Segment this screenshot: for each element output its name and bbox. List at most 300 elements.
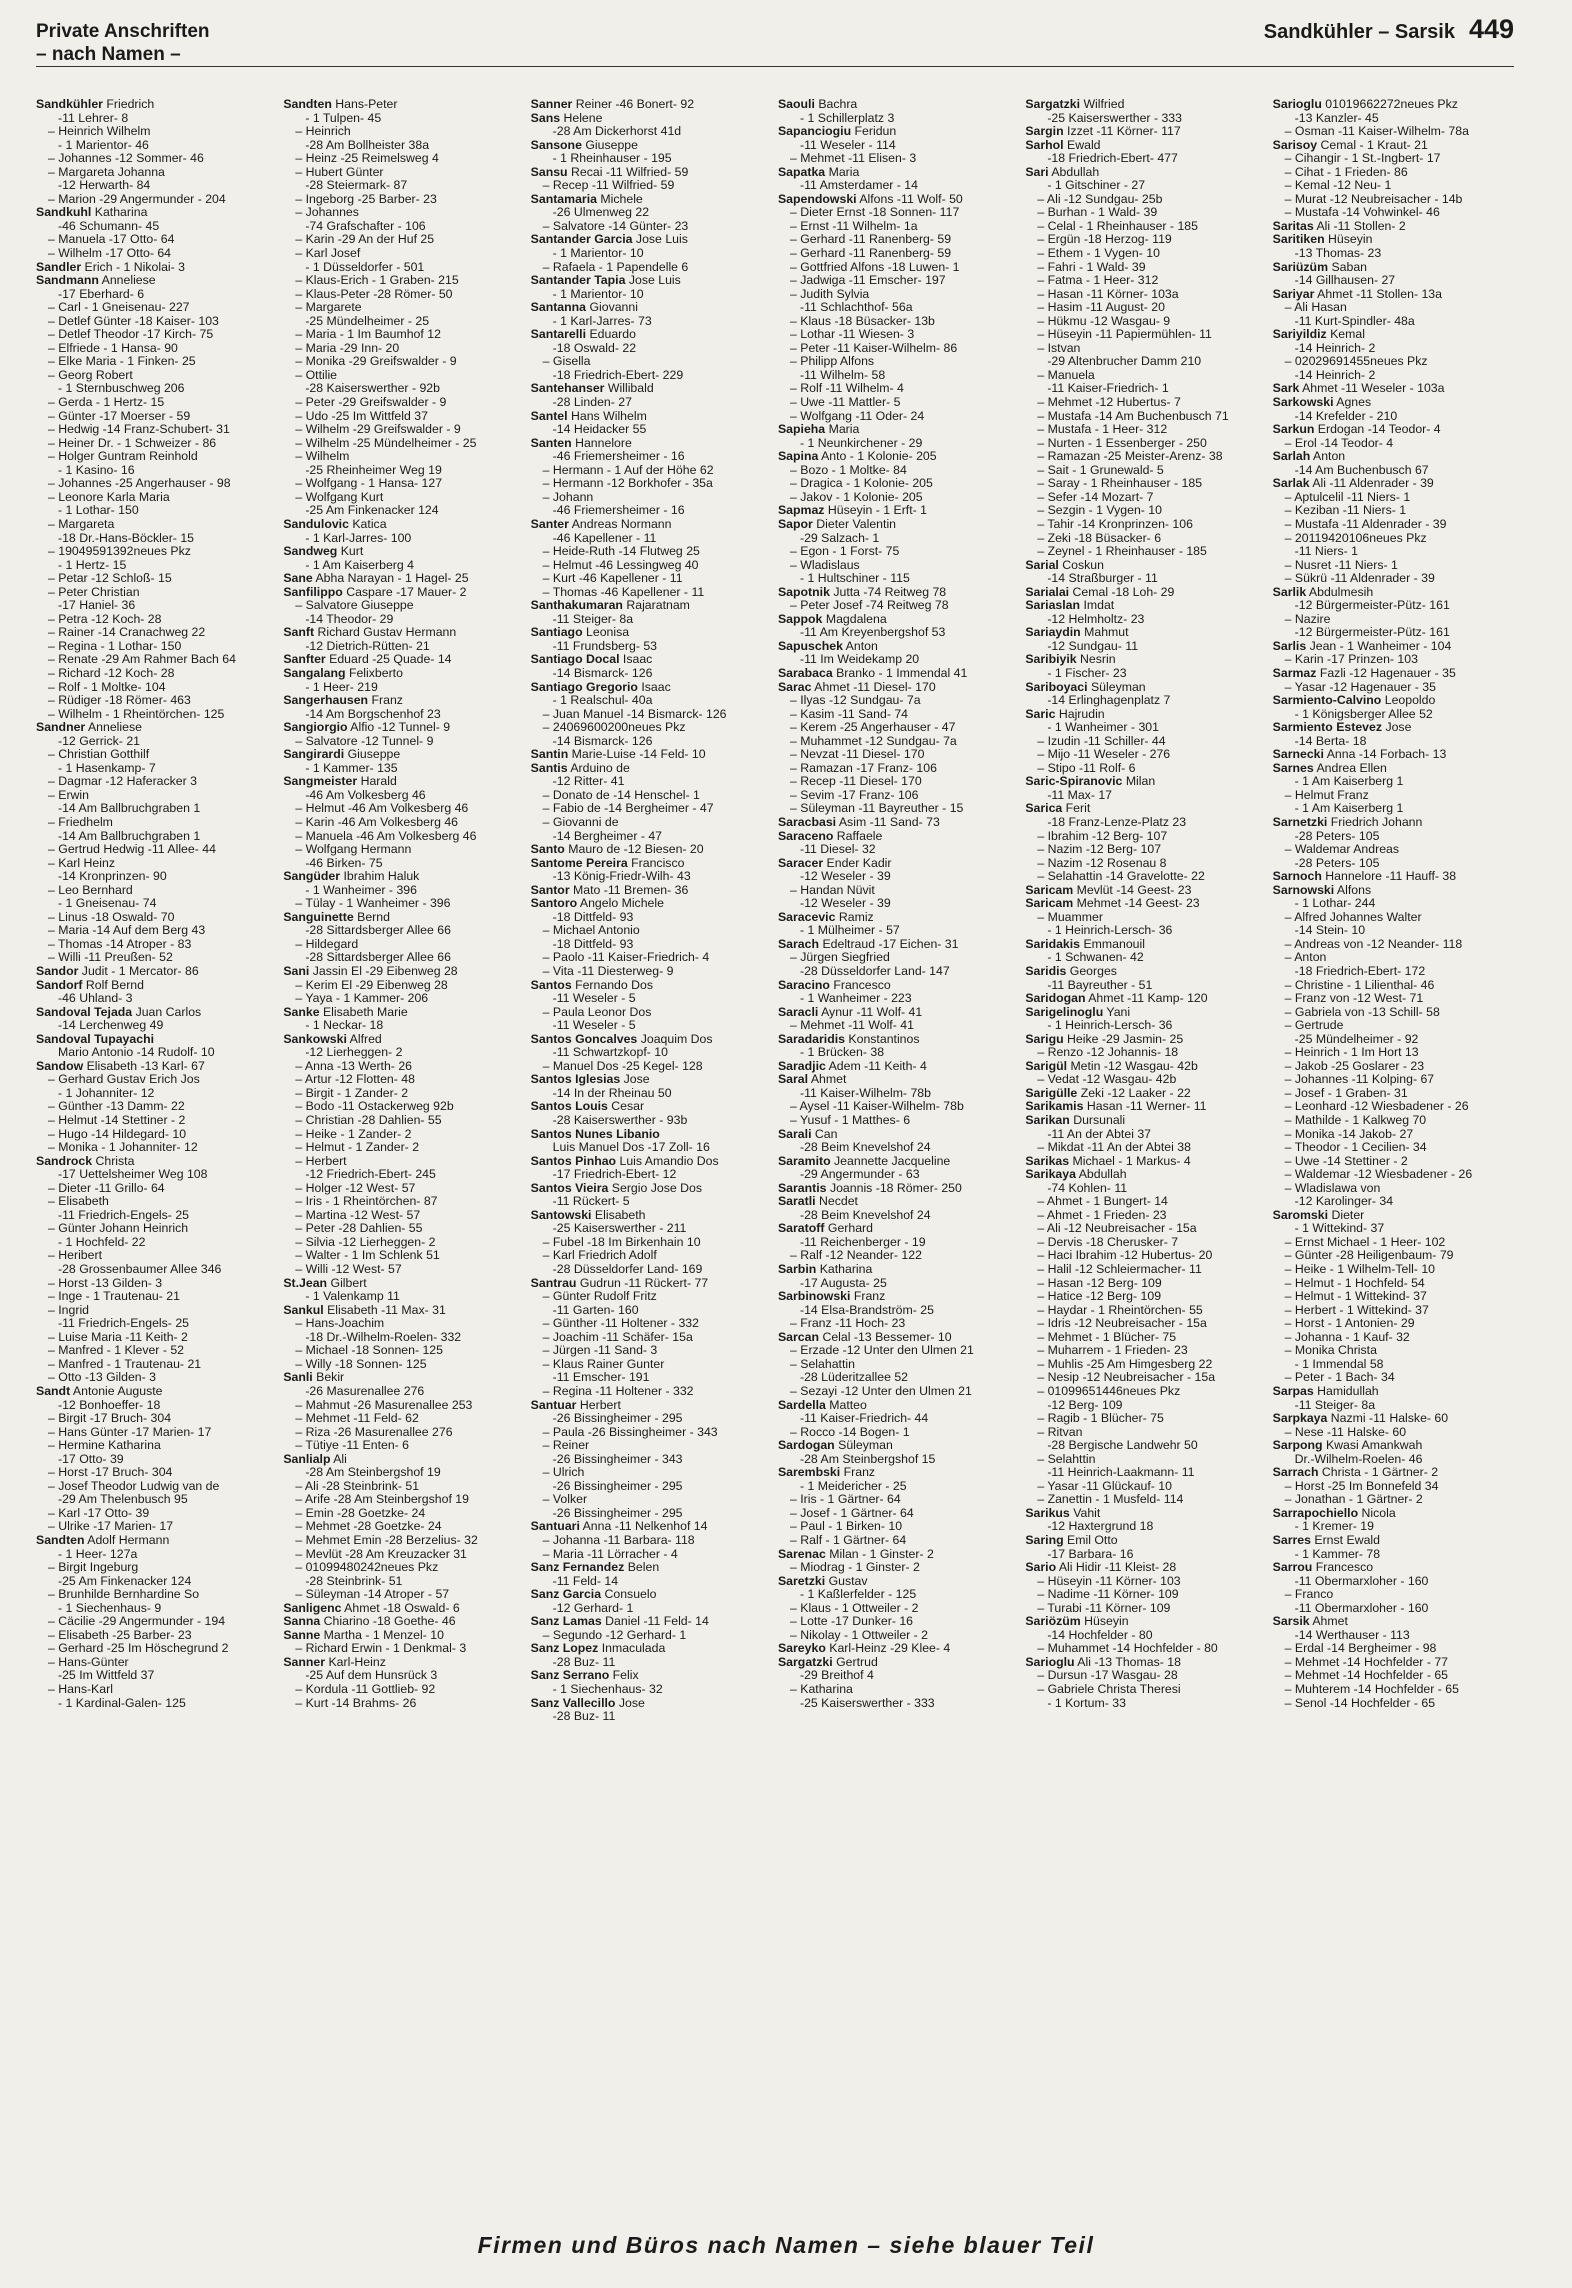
surname: Sanli [283, 1370, 313, 1385]
entry-text: – Mahmut -26 Masurenallee 253 [295, 1397, 473, 1412]
directory-entry-head [778, 1290, 1019, 1304]
directory-entry-line [36, 1480, 277, 1494]
entry-text: – Paula Leonor Dos [542, 1004, 652, 1019]
directory-entry-line [778, 1453, 1019, 1467]
surname: Sarabaca [777, 665, 833, 680]
directory-entry-line [283, 491, 524, 505]
surname: Sarnetzki [1272, 814, 1328, 829]
entry-text: – Dagmar -12 Haferacker 3 [48, 774, 197, 789]
directory-column-5 [1025, 98, 1266, 2208]
directory-entry-line [531, 775, 772, 789]
surname: Sarnes [1272, 760, 1314, 775]
entry-text: Milan - 1 Ginster- 2 [829, 1546, 934, 1561]
directory-entry-head [531, 1155, 772, 1169]
entry-text: Ferit [1065, 801, 1091, 816]
entry-text: – Johannes -25 Angerhauser - 98 [48, 476, 231, 491]
directory-entry-line [36, 1209, 277, 1223]
entry-text: -13 König-Friedr-Wilh- 43 [552, 869, 691, 884]
surname: Saracer [777, 855, 824, 870]
entry-text: – Ulrike -17 Marien- 17 [48, 1519, 174, 1534]
directory-entry-head [778, 423, 1019, 437]
directory-entry-line [1273, 112, 1514, 126]
surname: Sarikas [1025, 1153, 1070, 1168]
entry-text: - 1 Johanniter- 12 [58, 1085, 155, 1100]
directory-entry-head [1273, 261, 1514, 275]
entry-text: – Günter -17 Moerser - 59 [48, 408, 191, 423]
entry-text: Christa - 1 Gärtner- 2 [1321, 1465, 1439, 1480]
entry-text: – Ottilie [295, 367, 338, 382]
entry-text: Eduardo [589, 327, 636, 342]
entry-text: - 1 Brücken- 38 [799, 1045, 885, 1060]
directory-entry-line [1273, 613, 1514, 627]
directory-entry-line [1025, 450, 1266, 464]
entry-text: -28 Sittardsberger Allee 66 [305, 950, 451, 965]
entry-text: – Heinrich Wilhelm [48, 124, 151, 139]
directory-entry-line [778, 1493, 1019, 1507]
directory-entry-line [531, 1466, 772, 1480]
directory-entry-line [36, 857, 277, 871]
surname: Sandoval Tejada [36, 1004, 133, 1019]
directory-entry-line [531, 911, 772, 925]
entry-text: – Sefer -14 Mozart- 7 [1037, 489, 1154, 504]
surname: Sandkühler [36, 98, 103, 111]
directory-entry-line [1273, 1588, 1514, 1602]
entry-text: – Selahattin [789, 1356, 855, 1371]
entry-text: -46 Friemersheimer - 16 [552, 449, 685, 464]
surname: Sariözüm [1025, 1614, 1081, 1629]
directory-entry-line [36, 992, 277, 1006]
directory-entry-line [778, 410, 1019, 424]
directory-entry-head [283, 1277, 524, 1291]
surname: Saouli [777, 98, 815, 111]
directory-entry-line [1025, 911, 1266, 925]
entry-text: – Nusret -11 Niers- 1 [1284, 557, 1398, 572]
directory-entry-line [36, 1399, 277, 1413]
directory-entry-head [36, 206, 277, 220]
entry-text: – Izudin -11 Schiller- 44 [1037, 733, 1166, 748]
directory-entry-head [283, 775, 524, 789]
surname: Saratoff [777, 1221, 825, 1236]
directory-entry-line [1025, 694, 1266, 708]
directory-entry-line [36, 1548, 277, 1562]
directory-entry-line [36, 1602, 277, 1616]
entry-text: Felix [612, 1668, 639, 1683]
directory-entry-line [531, 1534, 772, 1548]
entry-text: – Süleyman -11 Bayreuther - 15 [789, 801, 964, 816]
entry-text: Reiner -46 Bonert- 92 [575, 98, 695, 111]
surname: Santo [530, 842, 565, 857]
surname: Saribiyik [1025, 652, 1077, 667]
entry-text: Metin -12 Wasgau- 42b [1070, 1058, 1198, 1073]
entry-text: -14 Straßburger - 11 [1047, 571, 1158, 586]
entry-text: Juan Carlos [135, 1004, 202, 1019]
directory-entry-line [1273, 545, 1514, 559]
directory-entry-line [283, 816, 524, 830]
directory-entry-line [1273, 1128, 1514, 1142]
entry-text: - 1 Heinrich-Lersch- 36 [1047, 923, 1173, 938]
directory-entry-head [36, 979, 277, 993]
directory-entry-line [36, 1195, 277, 1209]
directory-entry-head [1025, 559, 1266, 573]
directory-entry-line [531, 125, 772, 139]
entry-text: – Wilhelm -29 Greifswalder - 9 [295, 422, 461, 437]
directory-entry-line [36, 410, 277, 424]
directory-entry-head [1273, 220, 1514, 234]
directory-entry-line [36, 518, 277, 532]
entry-text: – Kemal -12 Neu- 1 [1284, 178, 1392, 193]
surname: Sarkun [1272, 422, 1315, 437]
directory-entry-line [283, 233, 524, 247]
entry-text: Ali -13 Thomas- 18 [1077, 1654, 1181, 1669]
directory-entry-head [1025, 1534, 1266, 1548]
entry-text: – Gerhard -11 Ranenberg- 59 [789, 232, 952, 247]
directory-entry-line [283, 152, 524, 166]
entry-text: – Mehmet -28 Goetzke- 24 [295, 1519, 442, 1534]
entry-text: – Handan Nüvit [789, 882, 875, 897]
surname: Santin [530, 747, 569, 762]
directory-entry-line [283, 681, 524, 695]
directory-entry-line [531, 396, 772, 410]
directory-entry-head [778, 640, 1019, 654]
surname: Sarikamis [1025, 1099, 1084, 1114]
directory-entry-head [36, 721, 277, 735]
entry-text: – Iris - 1 Gärtner- 64 [789, 1492, 901, 1507]
directory-entry-line [36, 694, 277, 708]
surname: Sarmiento Estevez [1272, 720, 1383, 735]
entry-text: -11 Schwartzkopf- 10 [552, 1045, 668, 1060]
entry-text: -17 Eberhard- 6 [58, 286, 145, 301]
entry-text: – Mathilde - 1 Kalkweg 70 [1284, 1113, 1427, 1128]
directory-entry-head [283, 1629, 524, 1643]
entry-text: - 1 Am Kaiserberg 1 [1294, 774, 1404, 789]
directory-entry-line [1273, 274, 1514, 288]
entry-text: - 1 Kremer- 19 [1294, 1519, 1374, 1534]
directory-entry-line [778, 1371, 1019, 1385]
entry-text: – Bozo - 1 Moltke- 84 [789, 462, 907, 477]
entry-text: – Mehmet -11 Feld- 62 [295, 1411, 419, 1426]
directory-entry-line [283, 735, 524, 749]
entry-text: – Monika Christa [1284, 1343, 1377, 1358]
entry-text: – Heribert [48, 1248, 102, 1263]
surname: Saridogan [1025, 991, 1086, 1006]
entry-text: – Renate -29 Am Rahmer Bach 64 [48, 652, 236, 667]
entry-text: Mato -11 Bremen- 36 [573, 882, 689, 897]
directory-entry-head [36, 1534, 277, 1548]
directory-entry-line [283, 437, 524, 451]
entry-text: Vahit [1073, 1505, 1101, 1520]
directory-entry-line [778, 965, 1019, 979]
entry-text: – Kordula -11 Gottlieb- 92 [295, 1681, 436, 1696]
entry-text: Maria [828, 422, 860, 437]
directory-entry-head [778, 1195, 1019, 1209]
directory-entry-line [1025, 721, 1266, 735]
entry-text: Giovanni [589, 300, 638, 315]
entry-text: – Yasar -11 Glückauf- 10 [1037, 1478, 1172, 1493]
directory-entry-head [1025, 965, 1266, 979]
entry-text: -28 Düsseldorfer Land- 147 [799, 964, 950, 978]
directory-entry-head [1273, 1385, 1514, 1399]
entry-text: -46 Birken- 75 [305, 855, 383, 870]
entry-text: Anto - 1 Kolonie- 205 [821, 449, 937, 464]
entry-text: – Mikdat -11 An der Abtei 38 [1037, 1140, 1191, 1155]
entry-text: -14 Bismarck- 126 [552, 733, 653, 748]
directory-entry-head [36, 1033, 277, 1047]
entry-text: – Michael -18 Sonnen- 125 [295, 1343, 443, 1358]
directory-entry-line [36, 1182, 277, 1196]
directory-entry-line [1025, 1399, 1266, 1413]
entry-text: – Horst -25 Im Bonnefeld 34 [1284, 1478, 1439, 1493]
surname: Sargatzki [777, 1654, 833, 1669]
directory-entry-line [36, 1507, 277, 1521]
directory-entry-line [531, 735, 772, 749]
directory-entry-head [1273, 328, 1514, 342]
entry-text: - 1 Rheinhauser - 195 [552, 151, 672, 166]
surname: Saraceno [777, 828, 834, 843]
directory-entry-line [1025, 1236, 1266, 1250]
directory-entry-line [283, 1236, 524, 1250]
surname: Sarlik [1272, 584, 1307, 599]
directory-entry-line [531, 355, 772, 369]
entry-text: – Hermine Katharina [48, 1438, 161, 1453]
surname: Sarcan [777, 1329, 820, 1344]
directory-entry-line [283, 789, 524, 803]
entry-text: Hans-Peter [335, 98, 398, 111]
entry-text: – Tülay - 1 Wanheimer - 396 [295, 896, 451, 911]
directory-entry-line [1025, 1629, 1266, 1643]
entry-text: Nicola [1361, 1505, 1396, 1520]
entry-text: – Waldemar Andreas [1284, 842, 1400, 857]
directory-entry-line [1025, 572, 1266, 586]
surname: Santos Iglesias [530, 1072, 621, 1087]
surname: Sarrach [1272, 1465, 1319, 1480]
surname: Sangüder [283, 869, 341, 884]
entry-text: - 1 Kortum- 33 [1047, 1695, 1126, 1710]
entry-text: – Hermann - 1 Auf der Höhe 62 [542, 462, 714, 477]
entry-text: – Nazire [1284, 611, 1331, 626]
directory-entry-line [778, 491, 1019, 505]
directory-entry-line [283, 992, 524, 1006]
surname: Santander Tapia [530, 273, 626, 288]
entry-text: Jose [1385, 720, 1412, 735]
entry-text: – Ergün -18 Herzog- 119 [1037, 232, 1172, 247]
directory-entry-line [1025, 545, 1266, 559]
entry-text: – Ralf -12 Neander- 122 [789, 1248, 922, 1263]
directory-entry-line [36, 437, 277, 451]
entry-text: – Peter - 1 Bach- 34 [1284, 1370, 1395, 1385]
directory-entry-line [778, 315, 1019, 329]
section-heading-line2: – nach Namen – [36, 44, 181, 65]
entry-text: Alfred [349, 1031, 382, 1046]
entry-text: – Hermann -12 Borkhofer - 35a [542, 476, 713, 491]
entry-text: Cemal -18 Loh- 29 [1072, 584, 1175, 599]
directory-entry-line [1025, 423, 1266, 437]
directory-entry-line [778, 288, 1019, 302]
directory-entry-line [1273, 247, 1514, 261]
directory-entry-line [283, 1087, 524, 1101]
directory-entry-head [1273, 1561, 1514, 1575]
entry-text: – Osman -11 Kaiser-Wilhelm- 78a [1284, 124, 1469, 139]
directory-entry-line [531, 206, 772, 220]
directory-entry-head [1273, 1507, 1514, 1521]
entry-text: – Ulrich [542, 1465, 585, 1480]
entry-text: – Karl Friedrich Adolf [542, 1248, 657, 1263]
surname: Saratli [777, 1194, 816, 1209]
directory-entry-line [531, 545, 772, 559]
entry-text: -12 Haxtergrund 18 [1047, 1519, 1154, 1534]
directory-entry-line [1273, 1304, 1514, 1318]
directory-entry-head [531, 139, 772, 153]
directory-entry-head [778, 816, 1019, 830]
entry-text: – Georg Robert [48, 367, 133, 382]
entry-text: -11 Am Kreyenbergshof 53 [799, 625, 946, 640]
entry-text: – Fabio de -14 Bergheimer - 47 [542, 801, 714, 816]
directory-entry-line [1025, 830, 1266, 844]
directory-entry-line [36, 1019, 277, 1033]
entry-text: – Ibrahim -12 Berg- 107 [1037, 828, 1168, 843]
surname: Sangiorgio [283, 720, 348, 735]
entry-text: – Riza -26 Masurenallee 276 [295, 1424, 453, 1439]
directory-entry-head [778, 1182, 1019, 1196]
directory-entry-line [283, 1480, 524, 1494]
entry-text: - 1 Siechenhaus- 32 [552, 1681, 663, 1696]
directory-entry-line [778, 179, 1019, 193]
directory-entry-line [283, 1507, 524, 1521]
directory-entry-line [283, 1263, 524, 1277]
entry-text: Franz [853, 1289, 886, 1304]
directory-entry-head [283, 1615, 524, 1629]
directory-entry-line [36, 572, 277, 586]
directory-entry-line [778, 437, 1019, 451]
entry-text: – Joachim -11 Schäfer- 15a [542, 1329, 693, 1344]
entry-text: – Miodrag - 1 Ginster- 2 [789, 1560, 920, 1575]
directory-entry-line [531, 1683, 772, 1697]
directory-entry-line [1025, 613, 1266, 627]
directory-entry-line [283, 1209, 524, 1223]
directory-entry-line [1025, 315, 1266, 329]
directory-entry-line [1025, 206, 1266, 220]
entry-text: Willibald [607, 381, 654, 396]
entry-text: – Monika -29 Greifswalder - 9 [295, 354, 457, 369]
directory-entry-head [1273, 1534, 1514, 1548]
entry-text: - 1 Kammer- 78 [1294, 1546, 1381, 1561]
entry-text: Isaac [622, 652, 653, 667]
entry-text: – Egon - 1 Forst- 75 [789, 544, 900, 559]
directory-entry-line [778, 261, 1019, 275]
entry-text: – Sait - 1 Grunewald- 5 [1037, 462, 1164, 477]
entry-text: – Paul - 1 Birken- 10 [789, 1519, 903, 1534]
directory-entry-line [36, 789, 277, 803]
directory-entry-head [283, 694, 524, 708]
entry-text: – Maria -14 Auf dem Berg 43 [48, 923, 206, 938]
entry-text: Nazmi -11 Halske- 60 [1330, 1411, 1449, 1426]
directory-entry-line [283, 396, 524, 410]
directory-entry-head [778, 667, 1019, 681]
directory-entry-line [1273, 1195, 1514, 1209]
entry-text: -14 Am Ballbruchgraben 1 [58, 801, 201, 816]
directory-entry-head [778, 504, 1019, 518]
entry-text: – Jürgen Siegfried [789, 950, 890, 965]
directory-entry-line [283, 1439, 524, 1453]
entry-text: Felixberto [348, 665, 403, 680]
surname: Saric-Spiranovic [1025, 774, 1123, 789]
directory-entry-line [778, 1412, 1019, 1426]
directory-entry-line [531, 1006, 772, 1020]
entry-text: – Idris -12 Neubreisacher - 15a [1037, 1316, 1207, 1331]
directory-entry-line [1025, 640, 1266, 654]
entry-text: Marie-Luise -14 Feld- 10 [571, 747, 706, 762]
entry-text: -12 Friedrich-Ebert- 245 [305, 1167, 436, 1182]
entry-text: -11 Kaiser-Wilhelm- 78b [799, 1085, 931, 1100]
directory-entry-line [1025, 1331, 1266, 1345]
directory-entry-line [778, 884, 1019, 898]
surname: Sarpkaya [1272, 1411, 1328, 1426]
directory-entry-line [36, 504, 277, 518]
entry-text: Alfons -11 Wolf- 50 [859, 191, 963, 206]
entry-text: Francisco [631, 855, 685, 870]
entry-text: -11 Lehrer- 8 [58, 110, 129, 125]
entry-text: – Istvan [1037, 340, 1081, 355]
entry-text: -28 Grossenbaumer Allee 346 [58, 1262, 222, 1277]
directory-entry-head [531, 1033, 772, 1047]
entry-text: -14 Bergheimer - 47 [552, 828, 663, 843]
directory-entry-line [1025, 1683, 1266, 1697]
directory-entry-line [1025, 301, 1266, 315]
entry-text: – Detlef Günter -18 Kaiser- 103 [48, 313, 219, 328]
directory-entry-line [36, 802, 277, 816]
directory-entry-line [778, 789, 1019, 803]
directory-entry-head [1273, 640, 1514, 654]
entry-text: -46 Schumann- 45 [58, 218, 160, 233]
directory-entry-line [36, 166, 277, 180]
entry-text: – Muhlis -25 Am Himgesberg 22 [1037, 1356, 1213, 1371]
directory-entry-line [778, 112, 1019, 126]
entry-text: – Cihat - 1 Frieden- 86 [1284, 164, 1408, 179]
entry-text: – Rolf - 1 Moltke- 104 [48, 679, 166, 694]
directory-entry-line [1273, 342, 1514, 356]
surname: Sanner [530, 98, 573, 111]
entry-text: – Heike - 1 Wilhelm-Tell- 10 [1284, 1262, 1435, 1277]
surname: Sariyar [1272, 286, 1315, 301]
directory-entry-line [531, 830, 772, 844]
entry-text: – Heinz -25 Reimelsweg 4 [295, 151, 439, 166]
directory-entry-line [36, 1493, 277, 1507]
entry-text: – Elfriede - 1 Hansa- 90 [48, 340, 178, 355]
directory-entry-line [1025, 1128, 1266, 1142]
directory-entry-line [1273, 897, 1514, 911]
entry-text: – Yasar -12 Hagenauer - 35 [1284, 679, 1436, 694]
entry-text: - 1 Gitschiner - 27 [1047, 178, 1146, 193]
directory-entry-head [36, 274, 277, 288]
entry-text: -28 Lüderitzallee 52 [799, 1370, 908, 1385]
entry-text: -14 Heidacker 55 [552, 422, 647, 437]
directory-entry-line [1025, 247, 1266, 261]
surname: Sanft [283, 625, 315, 640]
entry-text: -14 Berta- 18 [1294, 733, 1367, 748]
directory-entry-head [531, 653, 772, 667]
surname: Sandt [36, 1383, 71, 1398]
entry-text: – Maria -29 Inn- 20 [295, 340, 400, 355]
entry-text: – Johanna - 1 Kauf- 32 [1284, 1329, 1410, 1344]
directory-entry-line [283, 802, 524, 816]
directory-entry-line [1025, 1277, 1266, 1291]
surname: Sarnecki [1272, 747, 1324, 762]
entry-text: – Hans-Joachim [295, 1316, 385, 1331]
directory-entry-line [531, 870, 772, 884]
directory-entry-head [531, 681, 772, 695]
entry-text: Mauro de -12 Biesen- 20 [568, 842, 704, 857]
directory-entry-line [36, 1317, 277, 1331]
directory-entry-line [531, 288, 772, 302]
